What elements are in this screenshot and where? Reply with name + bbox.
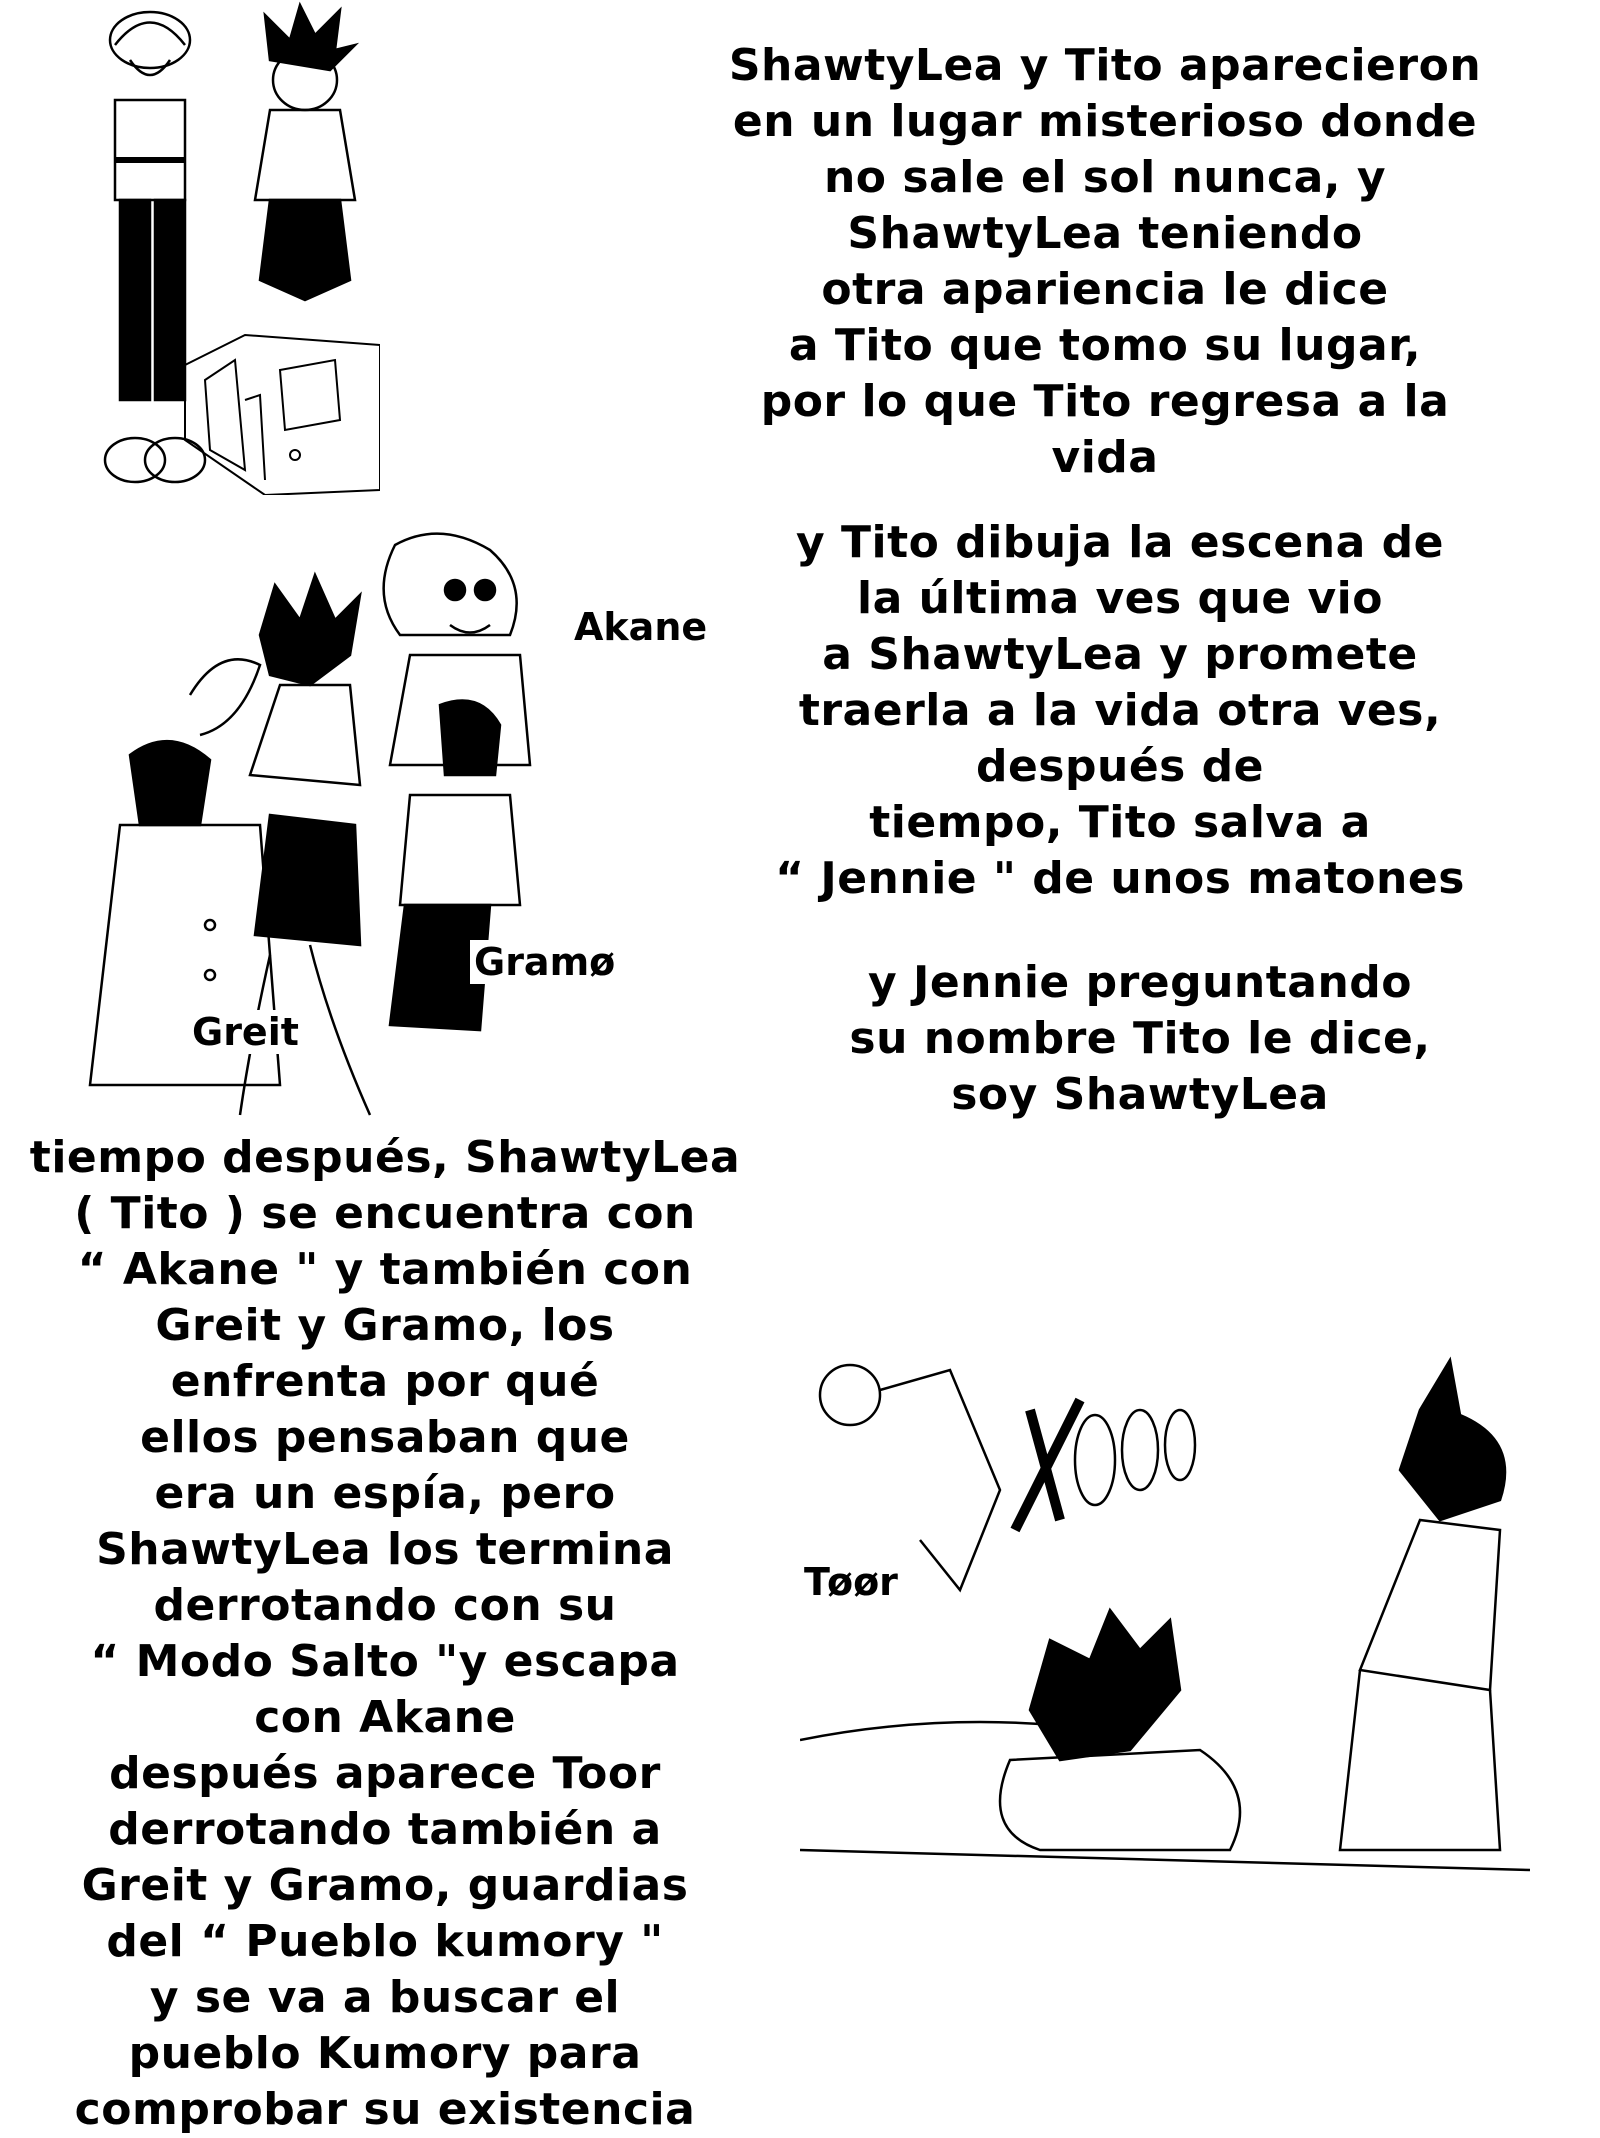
narration-line: vida	[1051, 432, 1159, 483]
narration-line: Greit y Gramo, guardias	[81, 1860, 689, 1911]
group-scene-drawing	[60, 525, 620, 1125]
narration-line: “ Akane " y también con	[77, 1244, 693, 1295]
narration-line: pueblo Kumory para	[128, 2028, 642, 2079]
narration-line: a ShawtyLea y promete	[822, 629, 1418, 680]
narration-line: a Tito que tomo su lugar,	[788, 320, 1422, 371]
narration-line: derrotando también a	[108, 1804, 662, 1855]
narration-line: ellos pensaban que	[140, 1412, 630, 1463]
label-akane: Akane	[570, 605, 711, 649]
narration-line: “ Jennie " de unos matones	[775, 853, 1465, 904]
label-toor: Tøør	[800, 1560, 902, 1604]
narration-line: después de	[975, 741, 1265, 792]
panel-group-scene	[60, 525, 620, 1125]
narration-line: otra apariencia le dice	[821, 264, 1389, 315]
narration-line: “ Modo Salto "y escapa	[90, 1636, 680, 1687]
narration-line: era un espía, pero	[154, 1468, 616, 1519]
narration-line: ShawtyLea y Tito aparecieron	[728, 40, 1482, 91]
narration-line: Greit y Gramo, los	[155, 1300, 615, 1351]
narration-line: soy ShawtyLea	[951, 1069, 1329, 1120]
narration-block-1	[700, 38, 1510, 486]
narration-line: y Tito dibuja la escena de	[796, 517, 1444, 568]
narration-line: tiempo después, ShawtyLea	[29, 1132, 741, 1183]
narration-line: y se va a buscar el	[149, 1972, 621, 2023]
narration-line: la última ves que vio	[857, 573, 1383, 624]
label-gramo: Gramø	[470, 940, 619, 984]
panel-character-sketches	[95, 0, 380, 495]
narration-line: ( Tito ) se encuentra con	[74, 1188, 696, 1239]
narration-line: ShawtyLea los termina	[96, 1524, 674, 1575]
narration-line: del “ Pueblo kumory "	[106, 1916, 664, 1967]
panel-fight-scene	[800, 1290, 1530, 1890]
narration-line: tiempo, Tito salva a	[869, 797, 1371, 848]
narration-block-4	[10, 1130, 760, 2138]
narration-line: derrotando con su	[153, 1580, 617, 1631]
narration-line: no sale el sol nunca, y	[823, 152, 1386, 203]
narration-line: comprobar su existencia	[74, 2084, 696, 2135]
narration-line: traerla a la vida otra ves,	[798, 685, 1442, 736]
sketch-characters-drawing	[95, 0, 380, 495]
narration-line: después aparece Toor	[109, 1748, 661, 1799]
narration-line: su nombre Tito le dice,	[849, 1013, 1431, 1064]
narration-line: con Akane	[254, 1692, 516, 1743]
narration-line: ShawtyLea teniendo	[847, 208, 1363, 259]
narration-line: y Jennie preguntando	[867, 957, 1413, 1008]
narration-line: enfrenta por qué	[170, 1356, 600, 1407]
fight-scene-drawing	[800, 1290, 1530, 1890]
narration-block-3	[780, 955, 1500, 1123]
narration-line: por lo que Tito regresa a la	[760, 376, 1450, 427]
narration-line: en un lugar misterioso donde	[732, 96, 1478, 147]
label-greit: Greit	[188, 1010, 303, 1054]
narration-block-2	[720, 515, 1520, 907]
